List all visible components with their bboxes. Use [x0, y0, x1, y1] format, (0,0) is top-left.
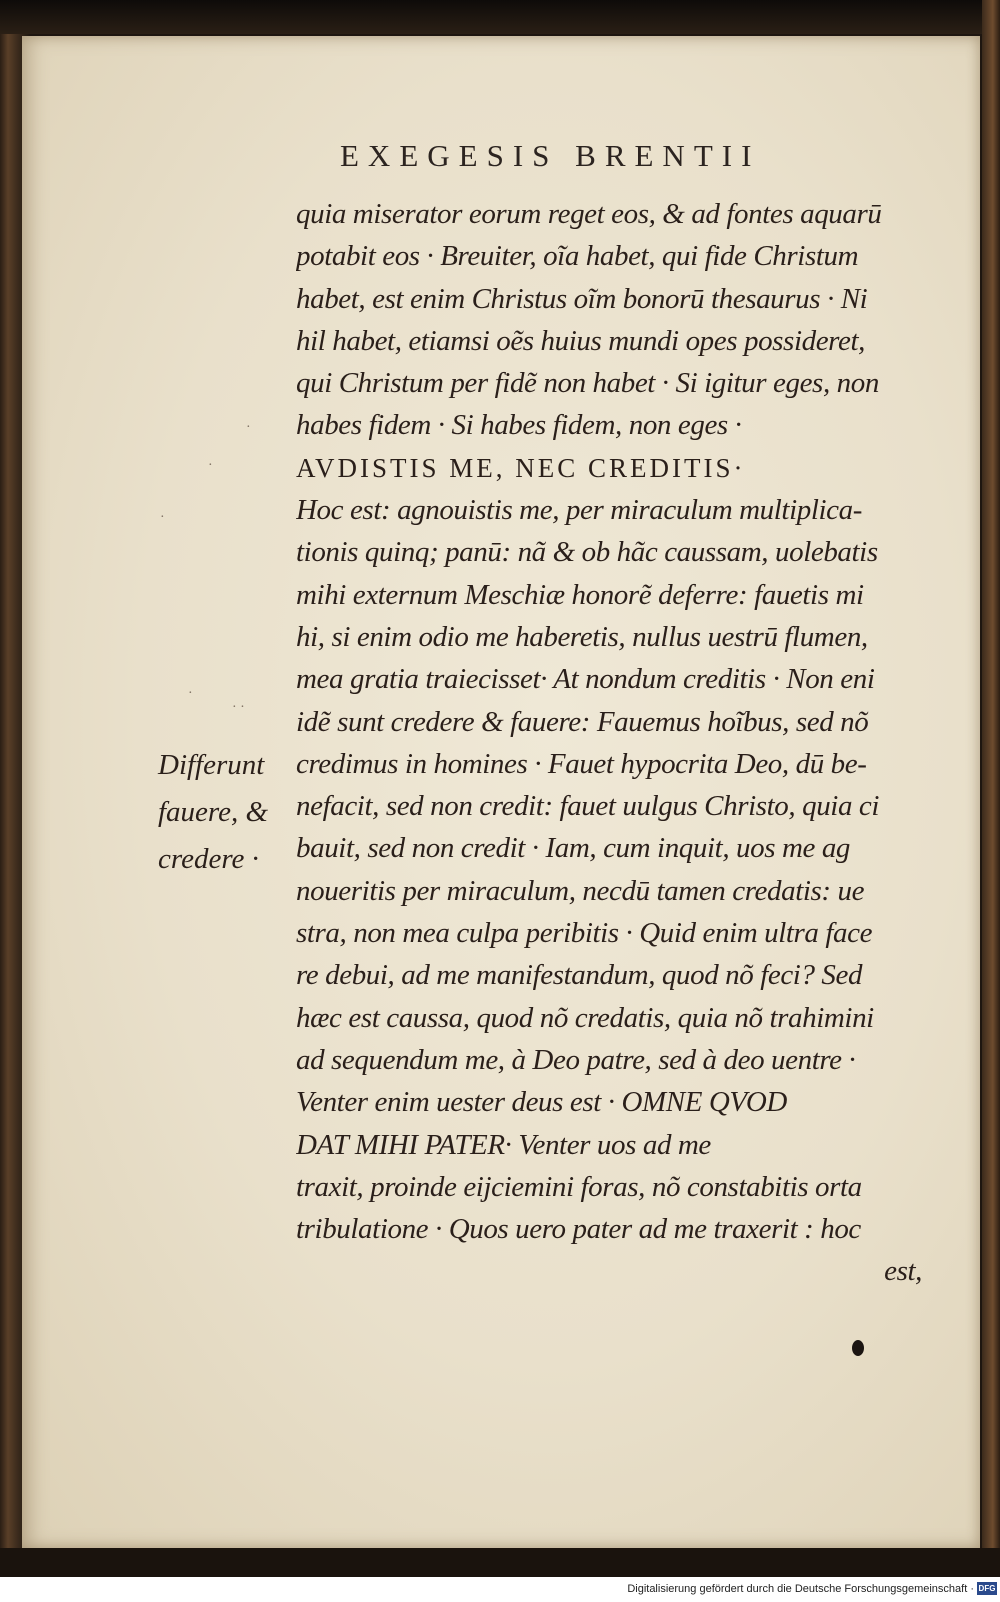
scan-bottom-edge: [0, 1548, 1000, 1578]
body-text: [296, 193, 946, 1293]
lemma-heading: AVDISTIS ME, NEC CREDITIS·: [296, 452, 746, 483]
ink-blot: [852, 1340, 864, 1356]
paper-speck: ·: [160, 510, 165, 525]
text-line: ad sequendum me, à Deo patre, sed à deo uentre ·: [296, 1043, 856, 1076]
text-line: hi, si enim odio me haberetis, nullus uestrū flumen,: [296, 620, 868, 653]
text-line: stra, non mea culpa peribitis · Quid enim ultra face: [296, 917, 873, 950]
digitization-footer: [0, 1577, 1000, 1602]
dfg-logo: DFG: [978, 1584, 996, 1593]
paper-speck: ·: [188, 686, 193, 701]
text-line: hæc est caussa, quod nõ credatis, quia nõ trahimini: [296, 1001, 874, 1034]
marginal-note-line: credere ·: [158, 843, 259, 875]
catchword: est,: [884, 1255, 922, 1288]
text-line: potabit eos · Breuiter, oĩa habet, qui fide Christum: [296, 240, 859, 273]
text-line: tionis quinq; panū: nã & ob hãc caussam, uolebatis: [296, 536, 878, 569]
text-line: habet, est enim Christus oĩm bonorū thesaurus · Ni: [296, 282, 868, 315]
text-line: Venter enim uester deus est · OMNE QVOD: [296, 1086, 787, 1119]
book-fore-edge: [982, 0, 1000, 1577]
text-line: mea gratia traiecisset· At nondum creditis · Non eni: [296, 663, 875, 696]
text-line: bauit, sed non credit · Iam, cum inquit, uos me ag: [296, 832, 851, 865]
paper-speck: ·: [208, 458, 213, 473]
text-line: mihi externum Meschiæ honorẽ deferre: fauetis mi: [296, 578, 864, 611]
text-line: Hoc est: agnouistis me, per miraculum multiplica-: [296, 494, 862, 527]
text-line: idẽ sunt credere & fauere: Fauemus hoĩbus, sed nõ: [296, 705, 869, 738]
text-line: credimus in homines · Fauet hypocrita Deo, dū be-: [296, 747, 867, 780]
paper-speck: ·: [246, 420, 251, 435]
text-line: nefacit, sed non credit: fauet uulgus Christo, quia ci: [296, 790, 880, 823]
text-line: DAT MIHI PATER· Venter uos ad me: [296, 1128, 711, 1161]
text-line: quia miserator eorum reget eos, & ad fontes aquarū: [296, 198, 882, 230]
paper-speck: · ·: [232, 700, 245, 715]
marginal-note-line: fauere, &: [158, 796, 269, 828]
text-line: tribulatione · Quos uero pater ad me traxerit : hoc: [296, 1213, 861, 1246]
text-line: re debui, ad me manifestandum, quod nõ feci? Sed: [296, 959, 863, 992]
funding-credit: Digitalisierung gefördert durch die Deutsche Forschungsgemeinschaft ·: [627, 1583, 974, 1595]
marginal-note-line: Differunt: [158, 749, 265, 781]
text-line: traxit, proinde eijciemini foras, nõ constabitis orta: [296, 1170, 862, 1203]
scan-top-edge: [0, 0, 1000, 34]
text-line: habes fidem · Si habes fidem, non eges ·: [296, 409, 742, 442]
text-line: qui Christum per fidẽ non habet · Si igitur eges, non: [296, 367, 879, 400]
text-line: hil habet, etiamsi oẽs huius mundi opes possideret,: [296, 324, 865, 357]
marginal-note: [158, 742, 298, 883]
running-head: EXEGESIS BRENTII: [340, 138, 761, 173]
text-line: noueritis per miraculum, necdū tamen credatis: ue: [296, 874, 865, 907]
